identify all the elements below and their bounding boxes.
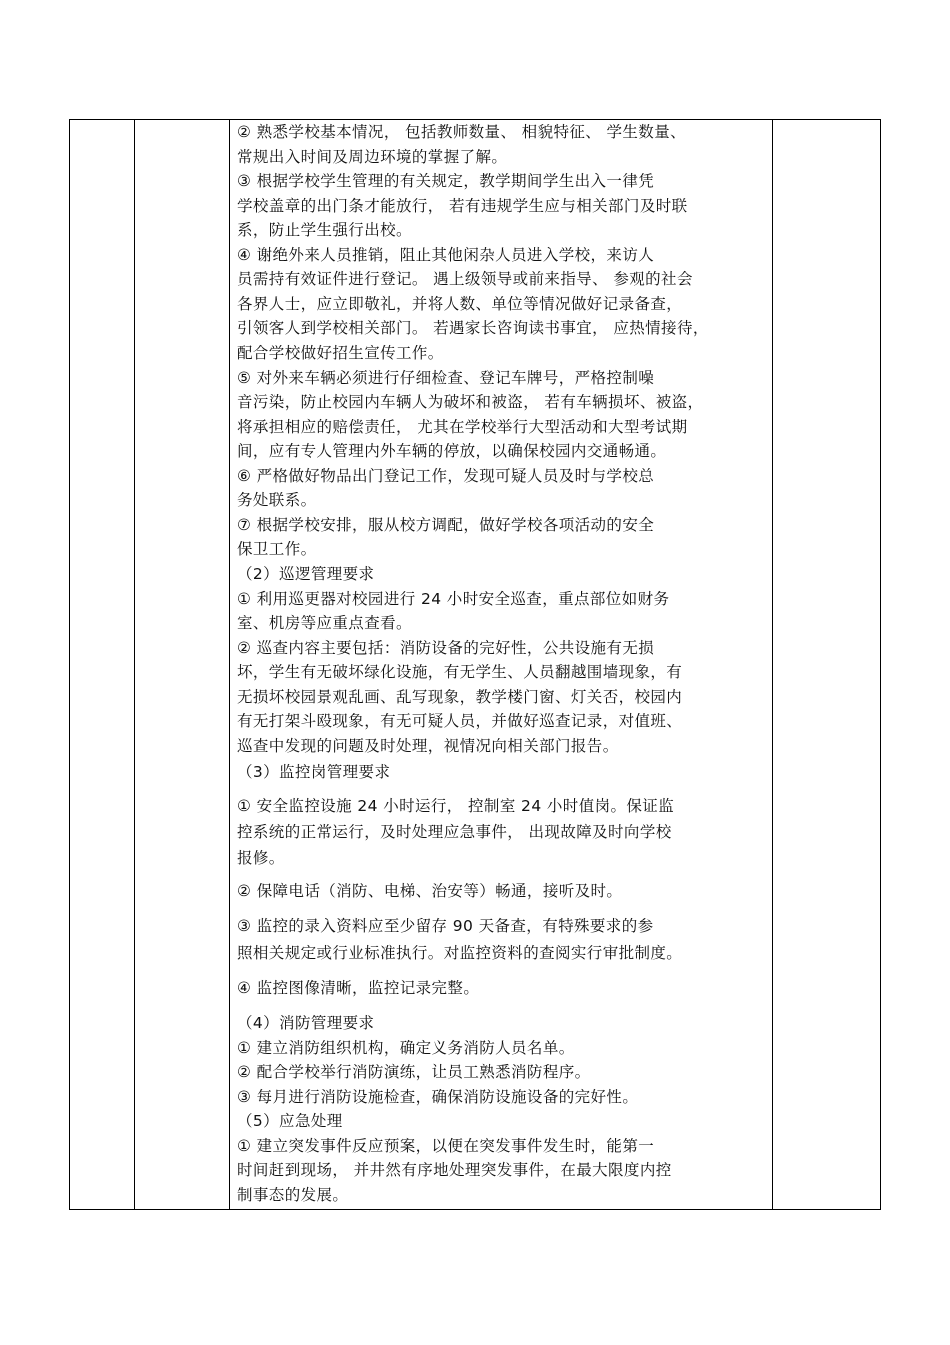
text-line: 控系统的正常运行，及时处理应急事件， 出现故障及时向学校 — [237, 823, 672, 841]
text-line: ③ 监控的录入资料应至少留存 90 天备查，有特殊要求的参 — [237, 917, 654, 935]
text-line: 务处联系。 — [237, 491, 317, 509]
text-line: 巡查中发现的问题及时处理，视情况向相关部门报告。 — [237, 737, 619, 755]
table-column-4 — [773, 120, 880, 1209]
text-line: ② 保障电话（消防、电梯、治安等）畅通，接听及时。 — [237, 882, 623, 900]
text-line: 常规出入时间及周边环境的掌握了解。 — [237, 148, 508, 166]
text-line: ① 安全监控设施 24 小时运行， 控制室 24 小时值岗。保证监 — [237, 797, 675, 815]
text-line: 报修。 — [237, 849, 285, 867]
text-line: ① 利用巡更器对校园进行 24 小时安全巡查，重点部位如财务 — [237, 590, 670, 608]
section-heading: （4）消防管理要求 — [237, 1014, 375, 1032]
text-line: 制事态的发展。 — [237, 1186, 349, 1204]
text-line: 间，应有专人管理内外车辆的停放，以确保校园内交通畅通。 — [237, 442, 667, 460]
text-line: 时间赶到现场， 并井然有序地处理突发事件，在最大限度内控 — [237, 1161, 672, 1179]
table-column-1 — [70, 120, 135, 1209]
section-heading: （3）监控岗管理要求 — [237, 763, 391, 781]
section-heading: （2）巡逻管理要求 — [237, 565, 375, 583]
text-line: ② 熟悉学校基本情况， 包括教师数量、 相貌特征、 学生数量、 — [237, 123, 687, 141]
text-line: 引领客人到学校相关部门。 若遇家长咨询读书事宜， 应热情接待， — [237, 319, 709, 337]
text-line: 员需持有效证件进行登记。 遇上级领导或前来指导、 参观的社会 — [237, 270, 693, 288]
text-line: ⑦ 根据学校安排，服从校方调配，做好学校各项活动的安全 — [237, 516, 655, 534]
text-line: ⑤ 对外来车辆必须进行仔细检查、登记车牌号，严格控制噪 — [237, 369, 655, 387]
text-line: ③ 每月进行消防设施检查，确保消防设施设备的完好性。 — [237, 1088, 639, 1106]
text-line: ② 配合学校举行消防演练，让员工熟悉消防程序。 — [237, 1063, 591, 1081]
content-column — [230, 120, 773, 1209]
document-table — [69, 119, 881, 1210]
table-column-2 — [135, 120, 230, 1209]
text-line: ④ 监控图像清晰，监控记录完整。 — [237, 979, 480, 997]
text-line: ③ 根据学校学生管理的有关规定，教学期间学生出入一律凭 — [237, 172, 655, 190]
text-line: 照相关规定或行业标准执行。对监控资料的查阅实行审批制度。 — [237, 944, 683, 962]
text-line: ④ 谢绝外来人员推销，阻止其他闲杂人员进入学校，来访人 — [237, 246, 655, 264]
text-line: 室、机房等应重点查看。 — [237, 614, 412, 632]
section-heading: （5）应急处理 — [237, 1112, 343, 1130]
text-line: 无损坏校园景观乱画、乱写现象，教学楼门窗、灯关否，校园内 — [237, 688, 683, 706]
text-line: 坏，学生有无破坏绿化设施，有无学生、人员翻越围墙现象，有 — [237, 663, 683, 681]
text-line: 各界人士，应立即敬礼，并将人数、单位等情况做好记录备查， — [237, 295, 683, 313]
text-line: 保卫工作。 — [237, 540, 317, 558]
text-line: ① 建立突发事件反应预案，以便在突发事件发生时，能第一 — [237, 1137, 655, 1155]
text-line: 将承担相应的赔偿责任， 尤其在学校举行大型活动和大型考试期 — [237, 418, 688, 436]
text-line: 有无打架斗殴现象，有无可疑人员，并做好巡查记录，对值班、 — [237, 712, 683, 730]
text-line: ② 巡查内容主要包括：消防设备的完好性，公共设施有无损 — [237, 639, 655, 657]
text-line: 配合学校做好招生宣传工作。 — [237, 344, 444, 362]
text-line: ⑥ 严格做好物品出门登记工作，发现可疑人员及时与学校总 — [237, 467, 655, 485]
text-line: ① 建立消防组织机构，确定义务消防人员名单。 — [237, 1039, 575, 1057]
text-line: 音污染，防止校园内车辆人为破坏和被盗， 若有车辆损坏、被盗， — [237, 393, 704, 411]
text-line: 系，防止学生强行出校。 — [237, 221, 412, 239]
text-line: 学校盖章的出门条才能放行， 若有违规学生应与相关部门及时联 — [237, 197, 688, 215]
